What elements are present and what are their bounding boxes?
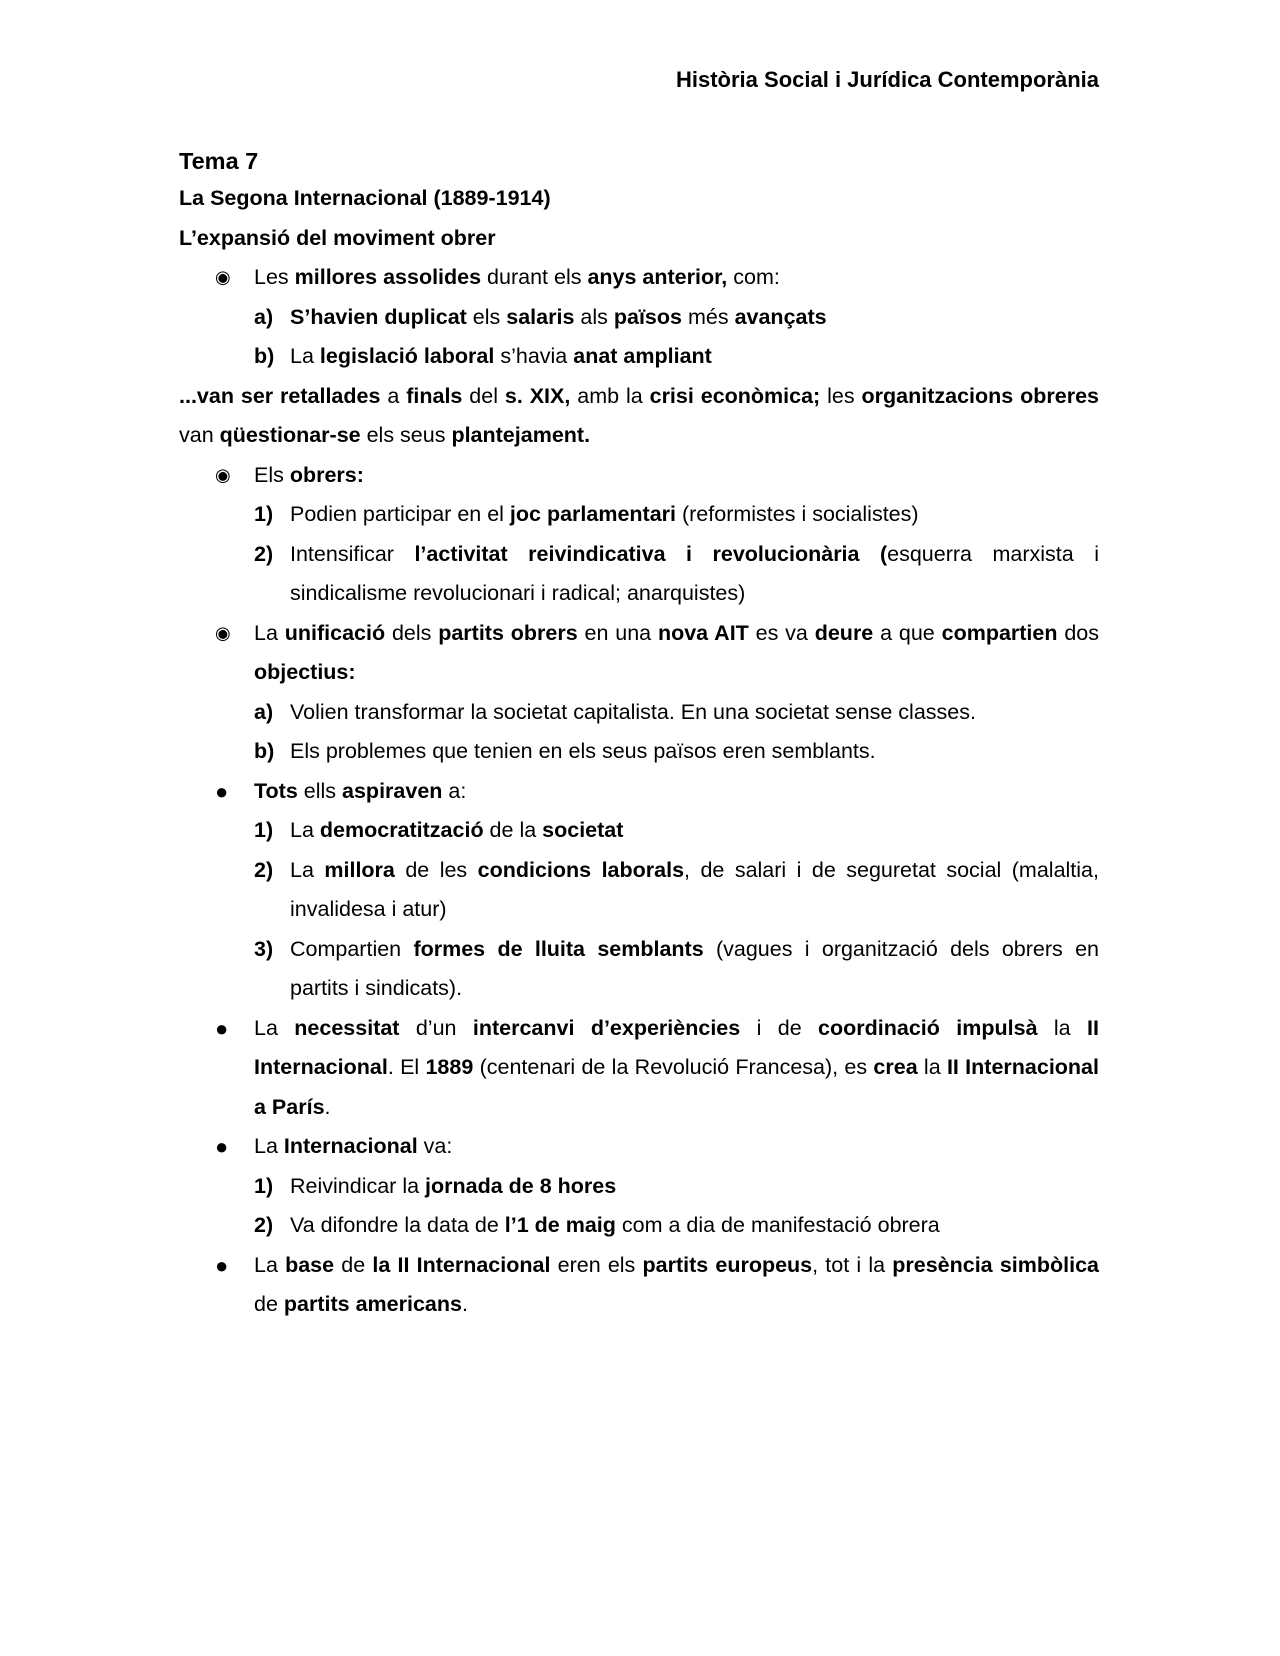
ring-bullet-icon: ◉ (215, 464, 231, 485)
round-bullet-icon: ● (215, 1252, 229, 1278)
list-marker: 3) (254, 936, 274, 961)
ring-bullet-icon: ◉ (215, 267, 231, 287)
sub-item-1: 1) Reivindicar la jornada de 8 hores (179, 1167, 1099, 1207)
list-item-base: ● La base de la II Internacional eren els partits europeus, tot i la presència simbòlica de partits americans. (179, 1246, 1099, 1325)
list-item-necessitat: ● La necessitat d’un intercanvi d’experiències i de coordinació impulsà la II Internacional. El 1889 (centenari de la Revolució Francesa), es crea la II Internacional a París. (179, 1009, 1099, 1128)
list-marker: b) (254, 344, 275, 368)
page-title: Tema 7 (179, 148, 259, 174)
list-marker: a) (254, 304, 274, 329)
list-marker: 2) (254, 857, 274, 882)
list-marker: 1) (254, 502, 274, 526)
sub-item-a: a) S’havien duplicat els salaris als països més avançats (179, 298, 1099, 338)
sub-item-1: 1) La democratització de la societat (179, 811, 1099, 851)
list-item-aspiraven: ● Tots ells aspiraven a: (179, 772, 1099, 812)
sub-item-b: b) Els problemes que tenien en els seus països eren semblants. (179, 732, 1099, 772)
ring-bullet-icon: ◉ (215, 622, 231, 643)
list-item-unificacio: ◉ La unificació dels partits obrers en una nova AIT es va deure a que compartien dos objectius: (179, 614, 1099, 693)
list-marker: 2) (254, 541, 274, 566)
list-item-millores: ◉ Les millores assolides durant els anys anterior, com: (179, 258, 1099, 298)
round-bullet-icon: ● (215, 1134, 229, 1159)
subtitle: La Segona Internacional (1889-1914) (179, 186, 551, 210)
sub-item-3: 3) Compartien formes de lluita semblants (vagues i organització dels obrers en partits i sindicats). (179, 930, 1099, 1009)
list-item-internacional: ● La Internacional va: (179, 1127, 1099, 1167)
list-marker: 1) (254, 1173, 274, 1198)
list-marker: a) (254, 699, 274, 724)
paragraph-retallades: ...van ser retallades a finals del s. XIX, amb la crisi econòmica; les organitzacions obreres van qüestionar-se els seus plantejament. (179, 383, 1100, 447)
sub-item-2: 2) Intensificar l’activitat reivindicativa i revolucionària (esquerra marxista i sindicalisme revolucionari i radical; anarquistes) (179, 535, 1099, 614)
sub-item-1: 1) Podien participar en el joc parlamentari (reformistes i socialistes) (179, 495, 1099, 535)
sub-item-b: b) La legislació laboral s’havia anat ampliant (179, 337, 1099, 377)
list-marker: b) (254, 739, 275, 763)
list-marker: 1) (254, 818, 274, 842)
sub-item-2: 2) La millora de les condicions laborals, de salari i de seguretat social (malaltia, invalidesa i atur) (179, 851, 1099, 930)
round-bullet-icon: ● (215, 1015, 229, 1041)
page-header: Història Social i Jurídica Contemporània (676, 67, 1099, 92)
round-bullet-icon: ● (215, 778, 229, 804)
section-heading: L’expansió del moviment obrer (179, 225, 496, 250)
sub-item-2: 2) Va difondre la data de l’1 de maig com a dia de manifestació obrera (179, 1206, 1099, 1246)
sub-item-a: a) Volien transformar la societat capitalista. En una societat sense classes. (179, 693, 1099, 733)
list-marker: 2) (254, 1213, 274, 1237)
document-content (179, 143, 1099, 1325)
list-item-obrers: ◉ Els obrers: (179, 456, 1099, 496)
